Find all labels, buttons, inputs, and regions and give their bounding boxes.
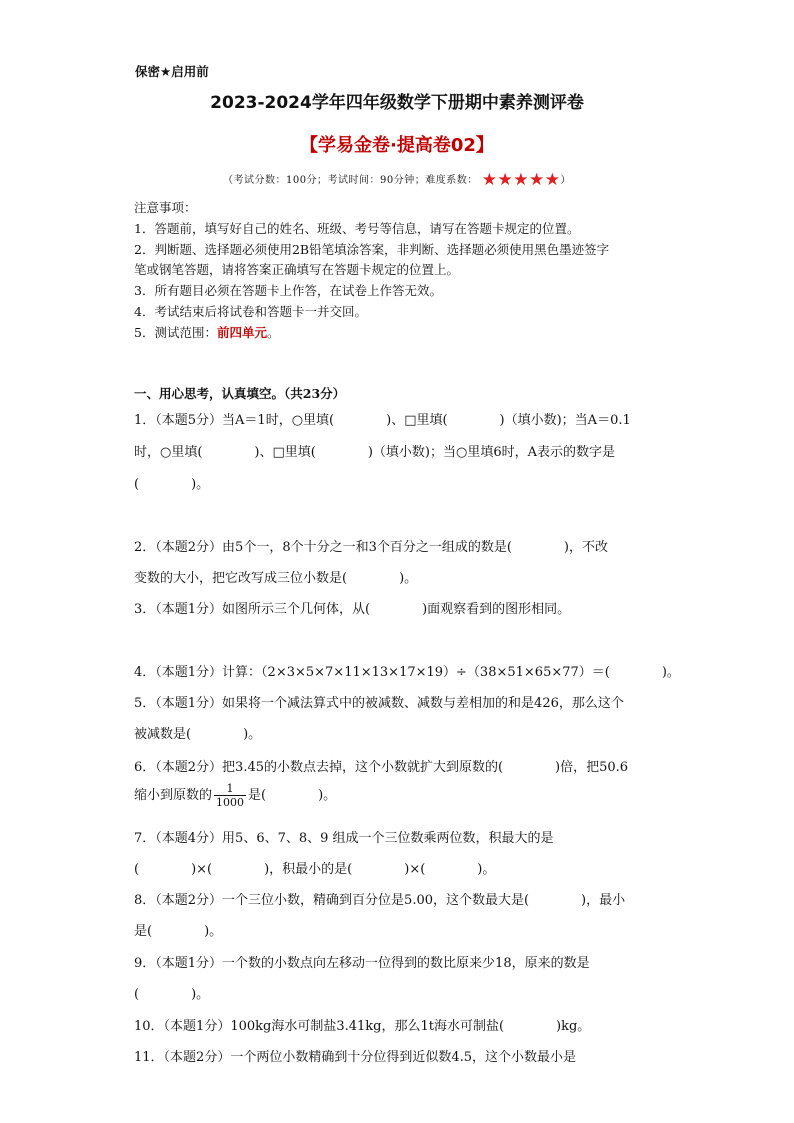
notes-block [134, 198, 674, 344]
question-6-line-2 [134, 782, 336, 809]
question-5-line-2: 被减数是( )。 [134, 727, 262, 742]
star-icon: ★ [544, 170, 561, 190]
star-icon: ★ [529, 170, 545, 190]
exam-meta [0, 171, 794, 189]
question-9-line-1: 9．（本题1分）一个数的小数点向左移动一位得到的数比原来少18，原来的数是 [134, 956, 590, 971]
note-item: 3．所有题目必须在答题卡上作答，在试卷上作答无效。 [134, 283, 442, 299]
meta-prefix: （考试分数：100分；考试时间：90分钟；难度系数： [222, 175, 478, 186]
scope-label: 5．测试范围： [134, 324, 217, 340]
question-1-line-2: 时，○里填( )、□里填( )（填小数)；当○里填6时，A表示的数字是 [134, 445, 615, 460]
question-11-line-1: 11．（本题2分）一个两位小数精确到十分位得到近似数4.5，这个小数最小是 [134, 1050, 576, 1065]
question-9-line-2: ( )。 [134, 987, 210, 1002]
scope-end: 。 [266, 324, 280, 340]
fraction [214, 782, 246, 809]
star-icon: ★ [481, 170, 498, 190]
note-item: 1．答题前，填写好自己的姓名、班级、考号等信息，请写在答题卡规定的位置。 [134, 220, 580, 236]
question-7-line-1: 7．（本题4分）用5、6、7、8、9 组成一个三位数乘两位数，积最大的是 [134, 831, 554, 846]
note-item-scope [134, 323, 674, 344]
scope-value: 前四单元 [216, 324, 267, 340]
fraction-numerator: 1 [214, 782, 246, 796]
notes-heading: 注意事项： [134, 200, 197, 215]
note-item: 4．考试结束后将试卷和答题卡一并交回。 [134, 303, 367, 319]
question-8-line-2: 是( )。 [134, 924, 223, 939]
question-2-line-1: 2．（本题2分）由5个一，8个十分之一和3个百分之一组成的数是( )，不改 [134, 540, 608, 555]
star-icon: ★ [513, 170, 530, 190]
question-3: 3．（本题1分）如图所示三个几何体，从( )面观察看到的图形相同。 [134, 602, 571, 617]
fraction-denominator: 1000 [216, 796, 245, 809]
note-item: 笔或钢笔答题，请将答案正确填写在答题卡规定的位置上。 [134, 262, 460, 278]
question-6-line-1: 6．（本题2分）把3.45的小数点去掉，这个小数就扩大到原数的( )倍，把50.6 [134, 760, 629, 775]
confidential-mark: 保密★启用前 [135, 64, 209, 79]
question-2-line-2: 变数的大小，把它改写成三位小数是( )。 [134, 571, 418, 586]
question-5-line-1: 5．（本题1分）如果将一个减法算式中的被减数、减数与差相加的和是426，那么这个 [134, 696, 624, 711]
question-4: 4．（本题1分）计算：（2×3×5×7×11×13×17×19）÷（38×51×65×77）＝( )。 [134, 665, 680, 680]
question-8-line-1: 8．（本题2分）一个三位小数，精确到百分位是5.00，这个数最大是( )，最小 [134, 893, 626, 908]
exam-title: 2023-2024学年四年级数学下册期中素养测评卷 [210, 93, 584, 113]
question-7-line-2: ( )×( )，积最小的是( )×( )。 [134, 862, 496, 877]
section-heading: 一、用心思考，认真填空。（共23分） [134, 386, 346, 401]
star-icon: ★ [497, 170, 514, 190]
difficulty-stars [482, 172, 561, 189]
question-1-line-3: ( )。 [134, 477, 210, 492]
question-6-text-a: 缩小到原数的 [134, 788, 213, 803]
note-item: 2．判断题、选择题必须使用2B铅笔填涂答案，非判断、选择题必须使用黑色墨迹签字 [134, 241, 610, 257]
meta-suffix: ） [560, 175, 572, 186]
question-6-text-b: 是( )。 [248, 788, 337, 803]
exam-subtitle: 【学易金卷·提高卷02】 [300, 135, 494, 156]
question-10: 10．（本题1分）100kg海水可制盐3.41kg，那么1t海水可制盐( )kg。 [134, 1019, 591, 1034]
question-1-line-1: 1．（本题5分）当A＝1时，○里填( )、□里填( )（填小数)；当A＝0.1 [134, 413, 631, 428]
